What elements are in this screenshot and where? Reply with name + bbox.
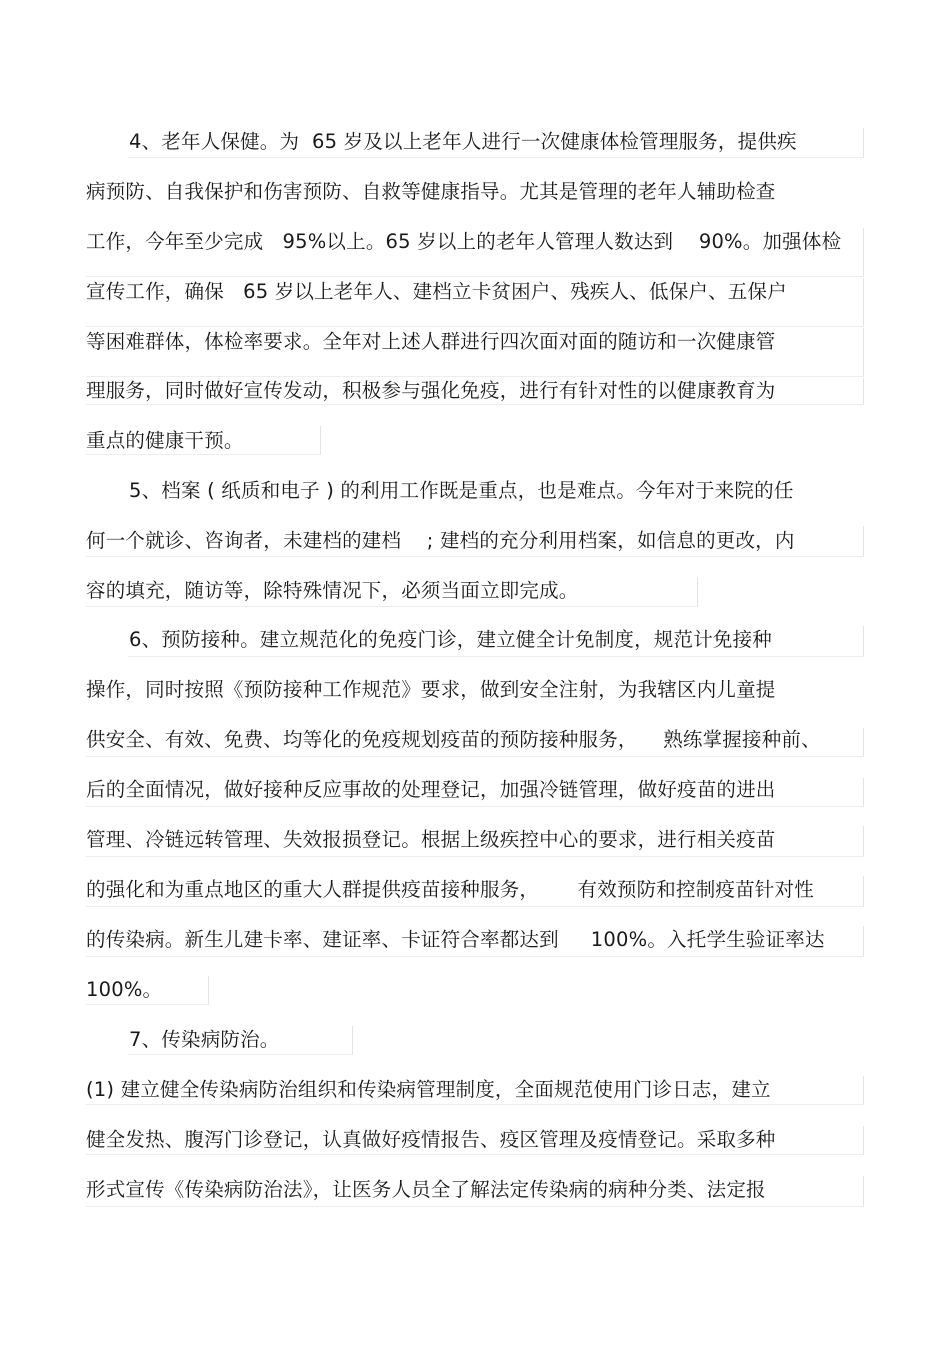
text-line: 操作，同时按照《预防接种工作规范》要求，做到安全注射，为我辖区内儿童提 xyxy=(86,678,776,701)
text-line: 的传染病。新生儿建卡率、建证率、卡证符合率都达到 100%。入托学生验证率达 xyxy=(86,928,825,951)
text-line: 100%。 xyxy=(86,978,163,1001)
text-line: 重点的健康干预。 xyxy=(86,429,244,452)
text-line: 的强化和为重点地区的重大人群提供疫苗接种服务， 有效预防和控制疫苗针对性 xyxy=(86,878,814,901)
text-line: 病预防、自我保护和伤害预防、自救等健康指导。尤其是管理的老年人辅助检查 xyxy=(86,180,776,203)
text-line: 工作，今年至少完成 95%以上。65 岁以上的老年人管理人数达到 90%。加强体检 xyxy=(86,230,842,253)
text-line: 管理、冷链远转管理、失效报损登记。根据上级疾控中心的要求，进行相关疫苗 xyxy=(86,828,776,851)
text-line: 6、预防接种。建立规范化的免疫门诊，建立健全计免制度，规范计免接种 xyxy=(129,628,773,651)
text-line: 后的全面情况，做好接种反应事故的处理登记，加强冷链管理，做好疫苗的进出 xyxy=(86,778,776,801)
text-line: 等困难群体，体检率要求。全年对上述人群进行四次面对面的随访和一次健康管 xyxy=(86,330,776,353)
text-line: 理服务，同时做好宣传发动，积极参与强化免疫，进行有针对性的以健康教育为 xyxy=(86,379,776,402)
text-line: 何一个就诊、咨询者，未建档的建档 ; 建档的充分利用档案，如信息的更改，内 xyxy=(86,529,795,552)
text-line: (1) 建立健全传染病防治组织和传染病管理制度，全面规范使用门诊日志，建立 xyxy=(86,1078,771,1101)
text-line: 7、传染病防治。 xyxy=(129,1028,280,1051)
text-line: 健全发热、腹泻门诊登记，认真做好疫情报告、疫区管理及疫情登记。采取多种 xyxy=(86,1128,776,1151)
text-line: 供安全、有效、免费、均等化的免疫规划疫苗的预防接种服务， 熟练掌握接种前、 xyxy=(86,728,821,751)
text-line: 宣传工作，确保 65 岁以上老年人、建档立卡贫困户、残疾人、低保户、五保户 xyxy=(86,280,787,303)
text-line: 5、档案 ( 纸质和电子 ) 的利用工作既是重点，也是难点。今年对于来院的任 xyxy=(129,479,794,502)
text-line: 容的填充，随访等，除特殊情况下，必须当面立即完成。 xyxy=(86,579,579,602)
text-line: 形式宣传《传染病防治法》，让医务人员全了解法定传染病的病种分类、法定报 xyxy=(86,1178,766,1201)
text-line: 4、老年人保健。为 65 岁及以上老年人进行一次健康体检管理服务，提供疾 xyxy=(129,130,797,153)
